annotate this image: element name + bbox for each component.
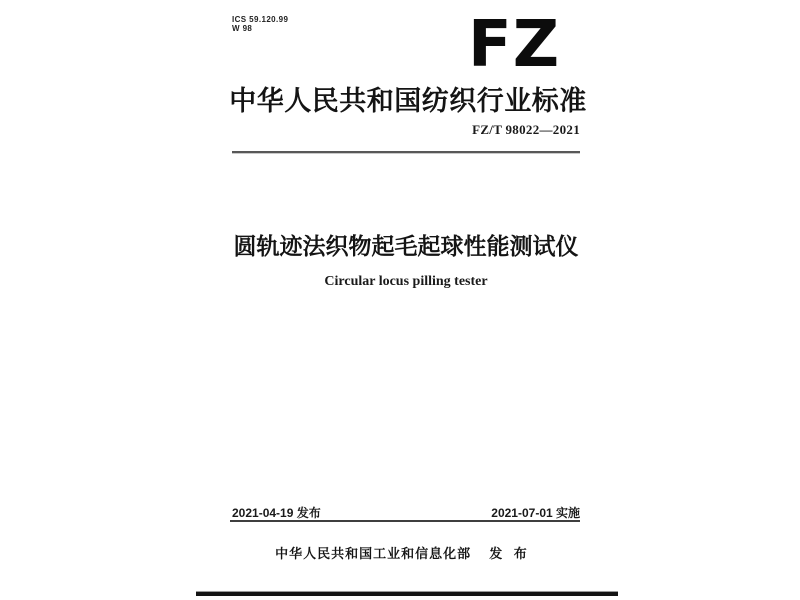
document-title-english: Circular locus pilling tester bbox=[324, 274, 488, 289]
header-rule bbox=[232, 151, 580, 154]
standard-category-title: 中华人民共和国纺织行业标准 bbox=[229, 86, 587, 116]
dates-row bbox=[232, 504, 580, 521]
publish-label: 发 布 bbox=[489, 546, 531, 561]
standard-number: FZ/T 98022—2021 bbox=[472, 122, 580, 137]
publisher-name: 中华人民共和国工业和信息化部 bbox=[275, 546, 472, 561]
ics-code: ICS 59.120.99 bbox=[232, 15, 289, 24]
implementation-date: 2021-07-01 实施 bbox=[491, 506, 580, 520]
document-title-chinese: 圆轨迹法织物起毛起球性能测试仪 bbox=[233, 233, 579, 259]
ics-classification: W 98 bbox=[232, 24, 253, 33]
footer-rule bbox=[230, 520, 580, 522]
page-bottom-edge bbox=[196, 591, 618, 596]
issue-date: 2021-04-19 发布 bbox=[232, 506, 321, 520]
fz-logo: FZ bbox=[468, 8, 561, 82]
ics-block bbox=[232, 15, 288, 33]
publisher-row bbox=[103, 543, 703, 562]
